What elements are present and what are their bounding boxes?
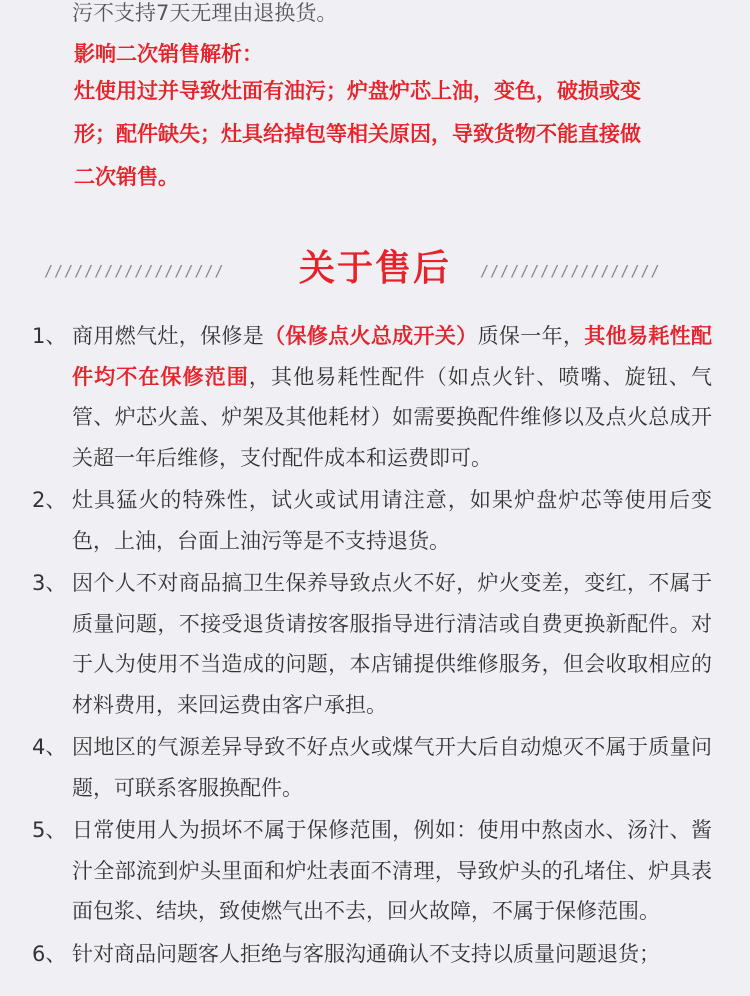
rule-item	[0, 563, 750, 725]
analysis-line: 二次销售。	[74, 165, 179, 189]
intro-tail-line: 污不支持7天无理由退换货。	[72, 1, 338, 25]
rule-number: 4、	[32, 735, 67, 759]
section-header	[0, 238, 750, 290]
highlighted-text: （保修点火总成开关）	[264, 324, 478, 348]
highlighted-text: 其他易耗性配件均不在保修范围	[72, 324, 713, 389]
rule-text-segment: ，其他易耗性配件（如点火针、喷嘴、旋钮、气管、炉芯火盖、炉架及其他耗材）如需要换配件维修以及点火总成开关超一年后维修，支付配件成本和运费即可。	[72, 364, 713, 470]
analysis-body	[74, 70, 714, 199]
analysis-line: 形；配件缺失；灶具给掉包等相关原因，导致货物不能直接做	[74, 122, 641, 146]
rule-item	[0, 727, 750, 808]
rule-text-segment: 因地区的气源差异导致不好点火或煤气开大后自动熄灭不属于质量问题，可联系客服换配件。	[72, 735, 712, 800]
after-sales-rules-list	[0, 316, 750, 976]
rule-text	[72, 316, 712, 478]
analysis-line: 灶使用过并导致灶面有油污；炉盘炉芯上油，变色，破损或变	[74, 79, 641, 103]
rule-number: 3、	[32, 571, 67, 595]
rule-item	[0, 934, 750, 975]
rule-text-segment: 因个人不对商品搞卫生保养导致点火不好，炉火变差，变红，不属于质量问题，不接受退货请按客服指导进行清洁或自费更换新配件。对于人为使用不当造成的问题，本店铺提供维修服务，但会收取相应的材料费用，来回运费由客户承担。	[72, 571, 712, 717]
rule-text	[72, 810, 712, 932]
rule-number: 2、	[32, 488, 67, 512]
analysis-title: 影响二次销售解析：	[74, 42, 263, 66]
rule-text	[72, 727, 712, 808]
rule-item	[0, 316, 750, 478]
rule-text-segment: 质保一年，	[477, 324, 585, 348]
right-hatch-divider: //////////////////	[480, 262, 661, 280]
rule-text-segment: 日常使用人为损坏不属于保修范围，例如：使用中熬卤水、汤汁、酱汁全部流到炉头里面和炉灶表面不清理，导致炉头的孔堵住、炉具表面包浆、结块，致使燃气出不去，回火故障，不属于保修范围。	[72, 818, 712, 923]
rule-number: 1、	[32, 324, 67, 348]
rule-item	[0, 480, 750, 561]
rule-text	[72, 480, 712, 561]
rule-number: 6、	[32, 941, 67, 966]
section-title: 关于售后	[298, 248, 451, 289]
left-hatch-divider: //////////////////	[44, 262, 225, 280]
rule-text	[72, 563, 712, 725]
rule-number: 5、	[32, 818, 67, 842]
rule-text-segment: 灶具猛火的特殊性，试火或试用请注意，如果炉盘炉芯等使用后变色，上油，台面上油污等是不支持退货。	[72, 488, 712, 553]
rule-text-segment: 商用燃气灶，保修是	[72, 324, 265, 348]
rule-item	[0, 810, 750, 932]
rule-text-segment: 针对商品问题客人拒绝与客服沟通确认不支持以质量问题退货；	[72, 941, 660, 966]
rule-text	[72, 934, 712, 975]
